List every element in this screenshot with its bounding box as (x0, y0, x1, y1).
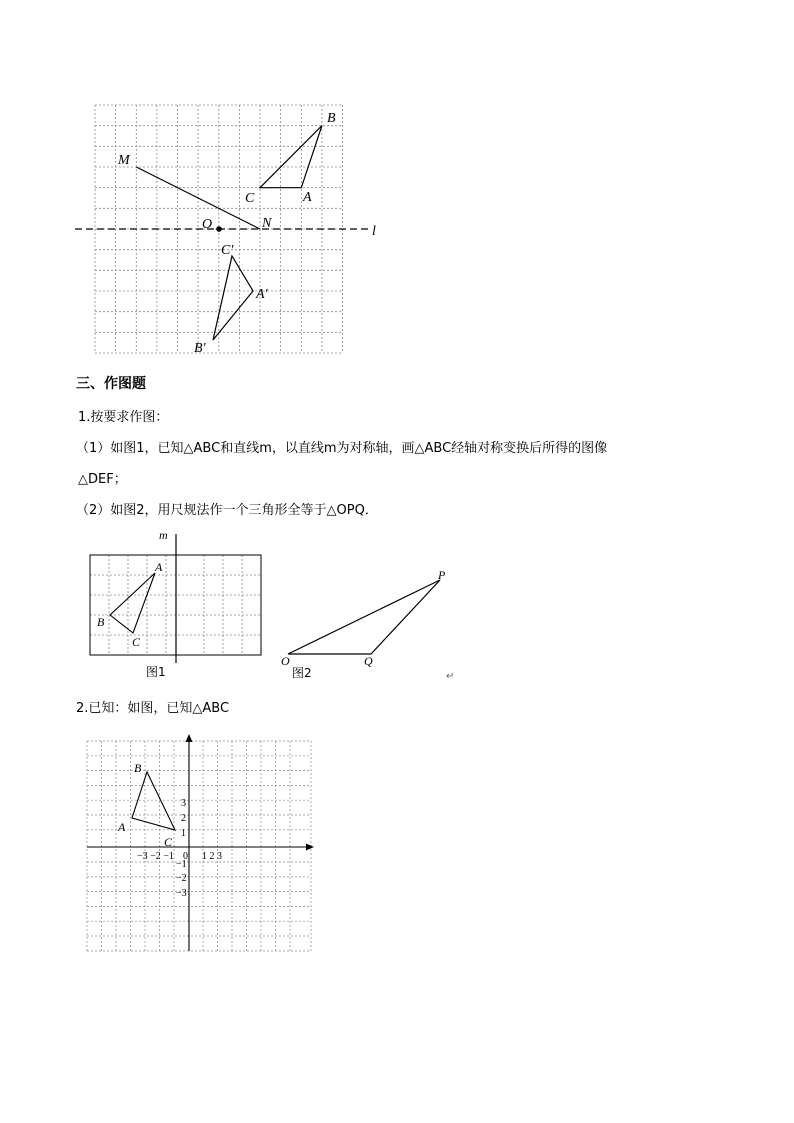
figure-coordinate-plane (80, 734, 325, 959)
return-mark: ↵ (446, 671, 455, 682)
label-l: l (372, 224, 376, 239)
q2-stem: 2.已知：如图，已知△ABC (76, 701, 230, 716)
coord-label-c: C (164, 835, 173, 849)
q1-part2: （2）如图2，用尺规法作一个三角形全等于△OPQ． (76, 503, 378, 518)
fig1-label-a: A (155, 560, 163, 574)
q1-part1-line1: （1）如图1，已知△ABC和直线m，以直线m为对称轴，画△ABC经轴对称变换后所得的图像 (76, 441, 608, 456)
coord-label-a: A (118, 820, 126, 834)
section-title: 三、作图题 (76, 376, 146, 392)
triangle-abc (260, 126, 322, 188)
point-o (216, 226, 222, 232)
label-b-prime: B′ (194, 341, 206, 356)
tick-y-neg3: −3 (176, 888, 187, 899)
fig2-label-p: P (438, 568, 446, 582)
q1-part1-line2: △DEF； (78, 472, 127, 487)
fig2-label-o: O (281, 654, 290, 668)
fig1-label-b: B (97, 615, 105, 629)
fig1-label-c: C (132, 635, 141, 649)
fig1-triangle-abc (110, 573, 155, 633)
tick-origin: 0 (183, 851, 188, 862)
tick-y-3: 3 (181, 798, 186, 809)
coord-grid (87, 741, 311, 951)
fig2-label-q: Q (364, 654, 373, 668)
q1-stem: 1.按要求作图： (78, 410, 169, 425)
label-a: A (303, 190, 312, 205)
tick-x-positive: 1 2 3 (202, 851, 222, 862)
y-axis-arrow (186, 734, 193, 742)
triangle-abc-coord (132, 772, 175, 830)
figure-1 (86, 528, 271, 683)
tick-x-negative: −3 −2 −1 (137, 851, 174, 862)
triangle-opq (288, 580, 440, 654)
label-o: O (202, 217, 213, 232)
label-a-prime: A′ (256, 287, 268, 302)
coord-label-b: B (134, 761, 142, 775)
fig2-caption: 图2 (292, 666, 312, 680)
tick-y-2: 2 (181, 813, 186, 824)
tick-y-1: 1 (181, 828, 186, 839)
x-axis-arrow (306, 844, 314, 851)
label-m: M (118, 153, 130, 168)
segment-mn (136, 167, 260, 229)
label-c: C (245, 191, 255, 206)
tick-y-neg2: −2 (176, 873, 187, 884)
tick-y-neg1: −1 (176, 859, 187, 870)
label-b: B (327, 111, 336, 126)
label-n: N (262, 216, 272, 231)
figure-2 (276, 566, 456, 684)
figure-reflection-grid (70, 100, 390, 360)
fig1-label-m: m (159, 528, 168, 542)
fig1-caption: 图1 (146, 665, 166, 679)
label-c-prime: C′ (221, 243, 234, 258)
